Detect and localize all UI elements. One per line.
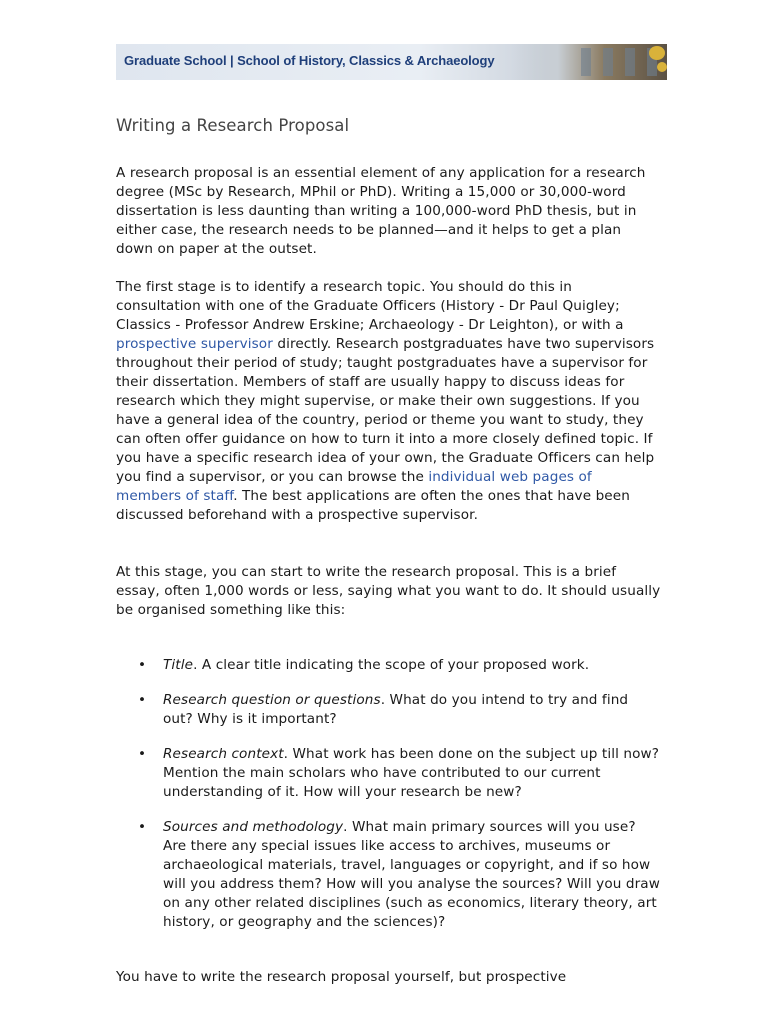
header-banner [116,44,667,80]
bullet-icon: • [138,819,147,835]
intro-paragraph: A research proposal is an essential element of any application for a research degree (MSc by Research, MPhil or PhD). Writing a 15,000 or 30,000-word dissertation is less daunting than writing a 100,000-word PhD thesis, but in either case, the research needs to be planned—and it helps to get a plan down on paper at the outset. [116,165,646,257]
topic-text-2: directly. Research postgraduates have two supervisors throughout their period of study; taught postgraduates have a supervisor for their dissertation. Members of staff are usually happy to discuss ideas for research which they might supervise, or make their own suggestions. If you have a general idea of the country, period or theme you want to study, they can often offer guidance on how to turn it into a more closely defined topic. If you have a specific research idea of your own, the Graduate Officers can help you find a supervisor, or you can browse the [116,336,655,485]
proposal-outline-list [116,656,661,932]
closing-paragraph: You have to write the research proposal yourself, but prospective [116,969,567,985]
banner-photo [511,44,667,80]
list-item [116,745,661,802]
list-item-term: Title [163,657,194,673]
proposal-paragraph: At this stage, you can start to write the research proposal. This is a brief essay, often 1,000 words or less, saying what you want to do. It should usually be organised something like this: [116,564,661,618]
staff-pages-link[interactable]: individual web pages of members of staff [116,469,592,504]
list-item-text: . What work has been done on the subject up till now? Mention the main scholars who have contributed to our current understanding of it. How will your research be new? [163,746,660,800]
list-item [116,818,661,932]
list-item-term: Sources and methodology [163,819,344,835]
list-item-term: Research context [163,746,284,762]
list-item [116,691,661,729]
page-title: Writing a Research Proposal [116,116,350,135]
bullet-icon: • [138,657,147,673]
bullet-icon: • [138,746,147,762]
banner-title: Graduate School | School of History, Classics & Archaeology [124,53,495,68]
list-item-text: . What do you intend to try and find out? Why is it important? [163,692,629,727]
topic-text-3: . The best applications are often the ones that have been discussed beforehand with a prospective supervisor. [116,488,630,523]
bullet-icon: • [138,692,147,708]
list-item-text: . A clear title indicating the scope of your proposed work. [193,657,590,673]
topic-paragraph [116,278,661,525]
list-item-term: Research question or questions [163,692,381,708]
list-item-text: . What main primary sources will you use? Are there any special issues like access to archives, museums or archaeological materials, travel, languages or copyright, and if so how will you address them? How will you analyse the sources? Will you draw on any other related disciplines (such as economics, literary theory, art history, or geography and the sciences)? [163,819,660,930]
list-item [116,656,661,675]
topic-text-1: The first stage is to identify a research topic. You should do this in consultation with one of the Graduate Officers (History - Dr Paul Quigley; Classics - Professor Andrew Erskine; Archaeology - Dr Leighton), or with a [116,279,624,333]
prospective-supervisor-link[interactable]: prospective supervisor [116,336,273,352]
